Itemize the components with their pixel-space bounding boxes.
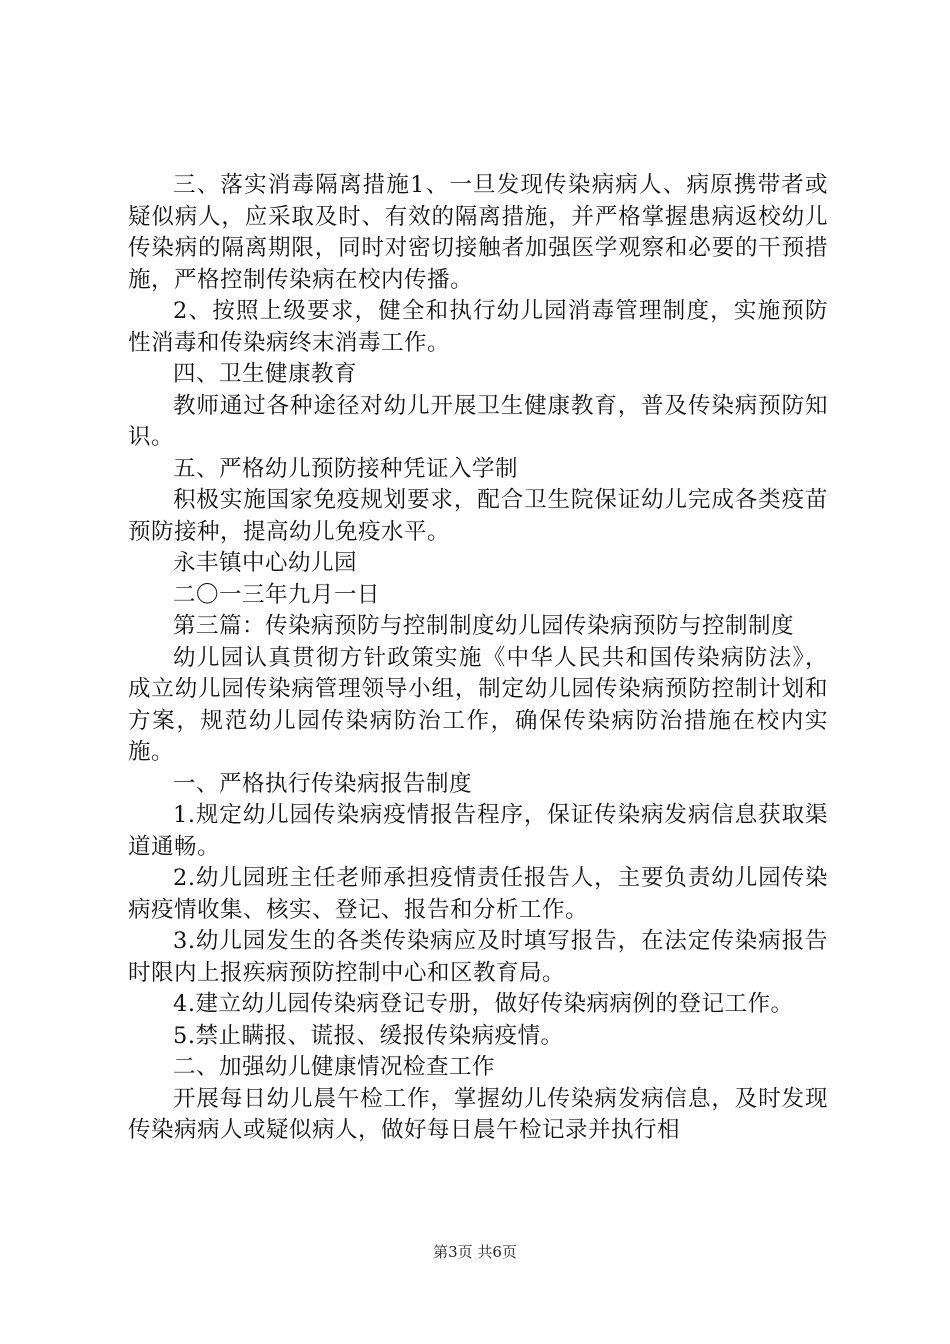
paragraph: 三、落实消毒隔离措施1、一旦发现传染病病人、病原携带者或疑似病人，应采取及时、有效的隔离措施，并严格掌握患病返校幼儿传染病的隔离期限，同时对密切接触者加强医学观察和必要的干预措施，严格控制传染病在校内传播。 [128, 172, 828, 293]
list-item: 1.规定幼儿园传染病疫情报告程序，保证传染病发病信息获取渠道通畅。 [128, 802, 828, 860]
page-number-footer: 第3页 共6页 [433, 1243, 517, 1261]
paragraph: 幼儿园认真贯彻方针政策实施《中华人民共和国传染病防法》，成立幼儿园传染病管理领导小组，制定幼儿园传染病预防控制计划和方案，规范幼儿园传染病防治工作，确保传染病防治措施在校内实施。 [128, 644, 828, 765]
signature-date: 二〇一三年九月一日 [173, 581, 381, 608]
section-heading: 五、严格幼儿预防接种凭证入学制 [173, 455, 519, 482]
chapter-title: 第三篇：传染病预防与控制制度幼儿园传染病预防与控制制度 [173, 613, 795, 639]
section-heading: 二、加强幼儿健康情况检查工作 [173, 1054, 496, 1080]
signature-organization: 永丰镇中心幼儿园 [173, 550, 358, 576]
list-item: 5.禁止瞒报、谎报、缓报传染病疫情。 [173, 1022, 564, 1049]
section-heading: 一、严格执行传染病报告制度 [173, 770, 473, 797]
paragraph: 积极实施国家免疫规划要求，配合卫生院保证幼儿完成各类疫苗预防接种，提高幼儿免疫水平。 [128, 487, 828, 545]
paragraph: 2、按照上级要求，健全和执行幼儿园消毒管理制度，实施预防性消毒和传染病终末消毒工作。 [128, 298, 828, 356]
document-body [128, 170, 828, 1147]
list-item: 2.幼儿园班主任老师承担疫情责任报告人，主要负责幼儿园传染病疫情收集、核实、登记、报告和分析工作。 [128, 865, 828, 923]
list-item: 4.建立幼儿园传染病登记专册，做好传染病病例的登记工作。 [173, 991, 794, 1017]
paragraph: 教师通过各种途径对幼儿开展卫生健康教育，普及传染病预防知识。 [128, 392, 828, 450]
section-heading: 四、卫生健康教育 [173, 361, 358, 387]
paragraph: 开展每日幼儿晨午检工作，掌握幼儿传染病发病信息，及时发现传染病病人或疑似病人，做好每日晨午检记录并执行相 [128, 1085, 828, 1143]
list-item: 3.幼儿园发生的各类传染病应及时填写报告，在法定传染病报告时限内上报疾病预防控制中心和区教育局。 [128, 928, 828, 986]
